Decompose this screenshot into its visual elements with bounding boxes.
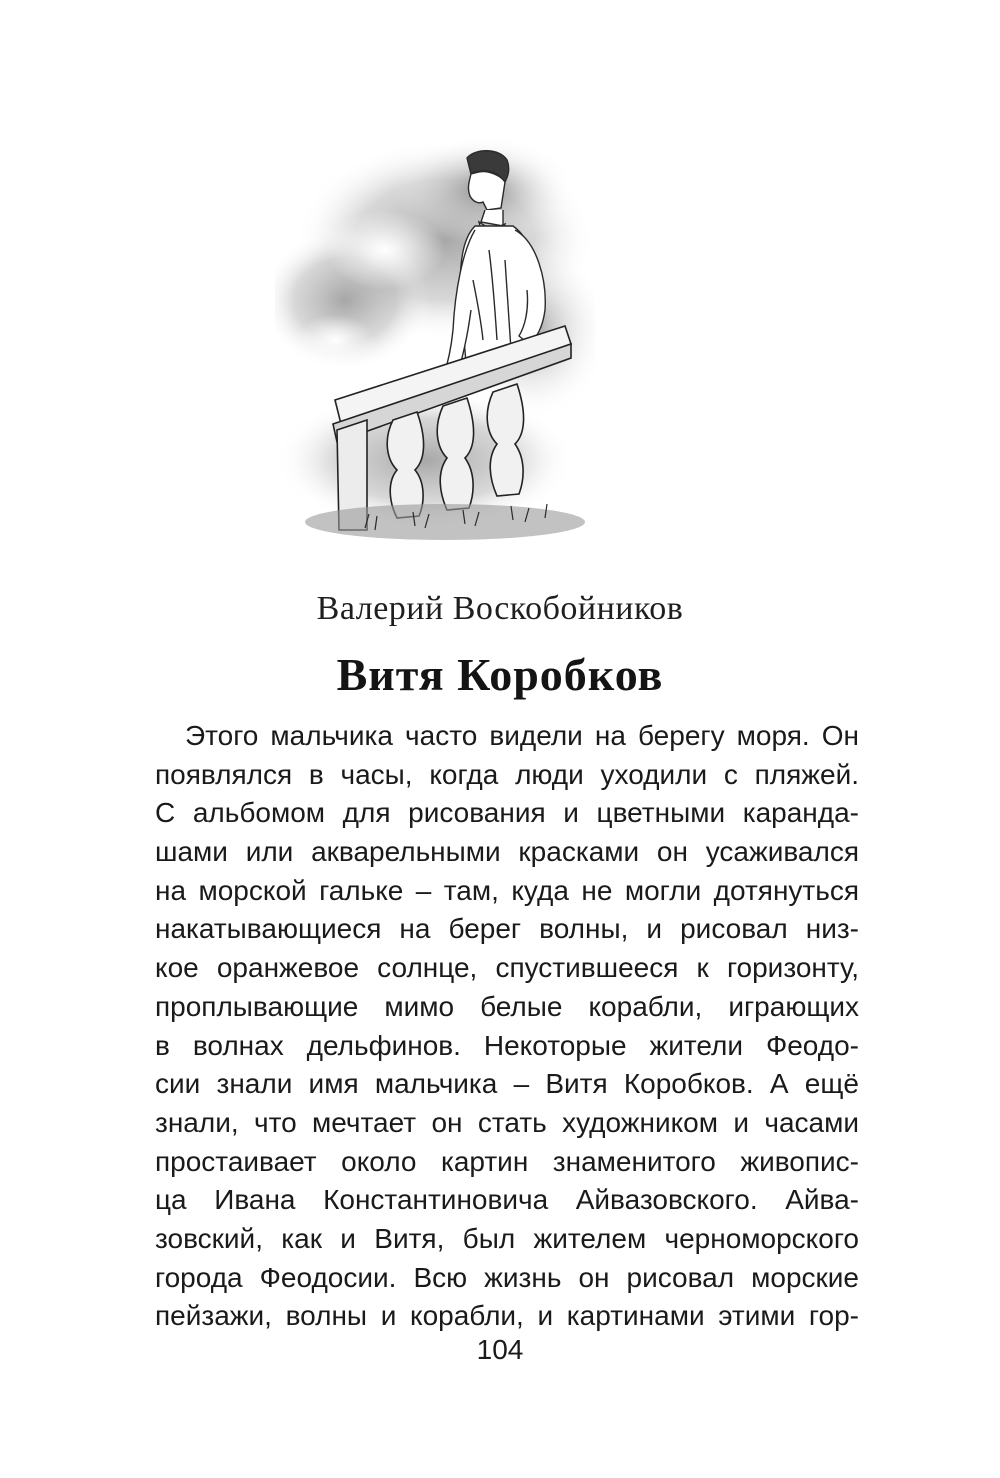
text-line: появлялся в часы, когда люди уходили с пляжей. [155,758,859,790]
text-line: ца Ивана Константиновича Айвазовского. Айва- [155,1184,859,1216]
text-line: города Феодосии. Всю жизнь он рисовал морские [155,1261,859,1293]
text-line: знали, что мечтает он стать художником и часами [155,1106,859,1138]
author-name: Валерий Воскобойников [316,590,684,627]
text-line: проплывающие мимо белые корабли, играющих [155,990,859,1022]
text-line: сии знали имя мальчика – Витя Коробков. А ещё [155,1068,859,1100]
story-title: Витя Коробков [336,649,664,700]
text-line: шами или акварельными красками он усаживался [155,836,859,868]
text-line: пейзажи, волны и корабли, и картинами этими гор- [155,1300,859,1332]
sky-cloud-shape [325,210,445,290]
text-line: накатывающиеся на берег волны, и рисовал низ- [155,913,859,945]
text-line: Этого мальчика часто видели на берегу моря. Он [185,720,859,751]
sky-cloud-shape [295,315,375,365]
text-line: на морской гальке – там, куда не могли дотянуться [155,874,859,906]
text-line: С альбомом для рисования и цветными каранда- [155,797,859,829]
story-paragraph [155,717,859,1336]
page-number: 104 [476,1334,524,1365]
boy-on-balustrade-illustration [275,130,595,540]
text-line: в волнах дельфинов. Некоторые жители Феодо- [155,1029,859,1061]
ground-shadow [305,504,585,540]
text-line: зовский, как и Витя, был жителем черноморского [155,1222,859,1254]
text-line: простаивает около картин знаменитого живопис- [155,1145,859,1177]
text-line: кое оранжевое солнце, спустившееся к горизонту, [155,952,859,984]
